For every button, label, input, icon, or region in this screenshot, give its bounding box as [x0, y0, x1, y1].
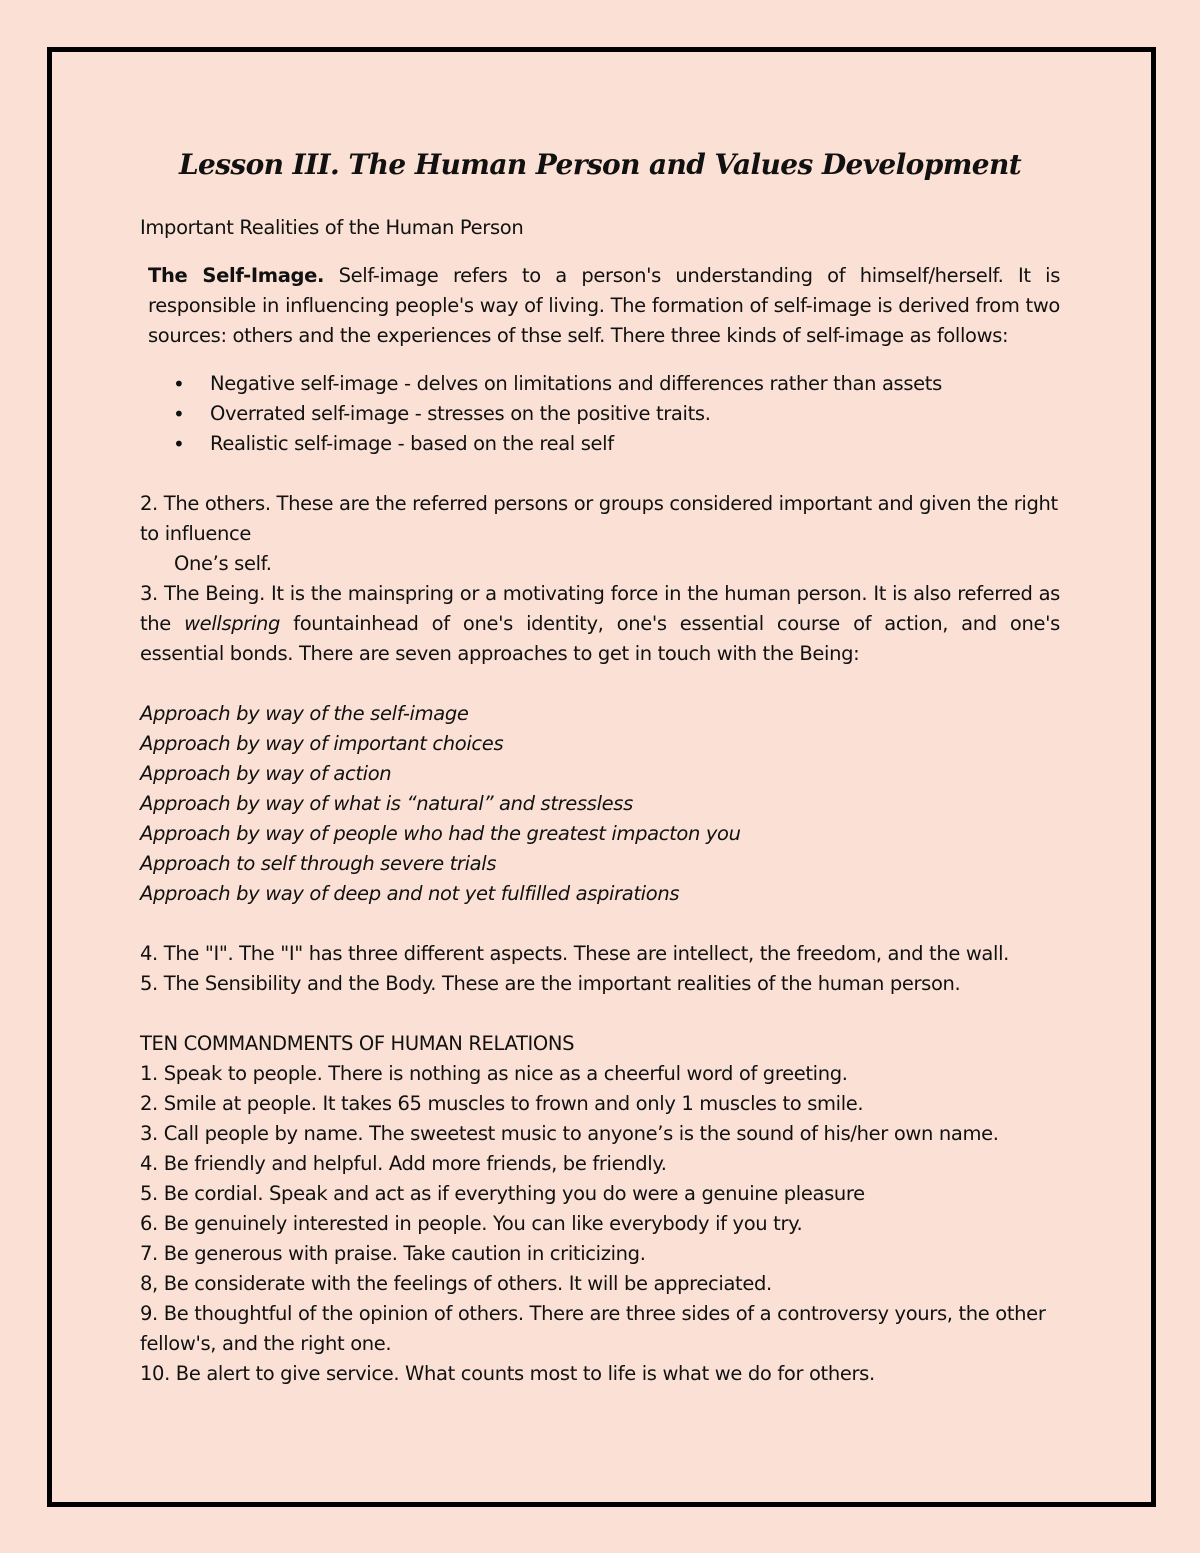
list-item: 8, Be considerate with the feelings of others. It will be appreciated.: [140, 1272, 772, 1295]
list-item: • Negative self-image - delves on limitations and differences rather than assets: [140, 369, 1060, 399]
commandments-heading: TEN COMMANDMENTS OF HUMAN RELATIONS: [140, 1032, 575, 1055]
list-item: 2. Smile at people. It takes 65 muscles to frown and only 1 muscles to smile.: [140, 1092, 864, 1115]
list-item: 3. Call people by name. The sweetest music to anyone’s is the sound of his/her own name.: [140, 1122, 999, 1145]
list-item: Approach by way of deep and not yet fulfilled aspirations: [140, 882, 680, 905]
list-item: Approach by way of the self-image: [140, 702, 469, 725]
list-item: 4. Be friendly and helpful. Add more friends, be friendly.: [140, 1152, 667, 1175]
list-item: • Overrated self-image - stresses on the positive traits.: [140, 399, 1060, 429]
list-item: Approach by way of people who had the greatest impacton you: [140, 822, 741, 845]
self-image-kinds-list: [140, 369, 1060, 459]
list-item: Approach by way of important choices: [140, 732, 504, 755]
the-i-paragraph: 4. The "I". The "I" has three different aspects. These are intellect, the freedom, and the wall.: [140, 942, 1010, 965]
sensibility-paragraph: 5. The Sensibility and the Body. These are the important realities of the human person.: [140, 972, 961, 995]
document-body: [140, 145, 1060, 1389]
list-item: Approach by way of what is “natural” and stressless: [140, 792, 633, 815]
approaches-list: [140, 699, 1060, 909]
list-item: 9. Be thoughtful of the opinion of others. There are three sides of a controversy yours, the other fellow's, and the right one.: [140, 1302, 1046, 1355]
list-item: 10. Be alert to give service. What counts most to life is what we do for others.: [140, 1362, 875, 1385]
section-heading: Important Realities of the Human Person: [140, 216, 524, 239]
commandments-list: [140, 1059, 1060, 1389]
being-text-end: fountainhead of one's identity, one's essential course of action, and one's essential bonds. There are seven approaches to get in touch with the Being:: [140, 612, 1060, 665]
list-item: 1. Speak to people. There is nothing as nice as a cheerful word of greeting.: [140, 1062, 848, 1085]
list-item: 5. Be cordial. Speak and act as if everything you do were a genuine pleasure: [140, 1182, 865, 1205]
list-item: • Realistic self-image - based on the real self: [140, 429, 1060, 459]
being-paragraph: [140, 579, 1060, 669]
list-item: 6. Be genuinely interested in people. You can like everybody if you try.: [140, 1212, 803, 1235]
list-item: Approach to self through severe trials: [140, 852, 497, 875]
others-paragraph: 2. The others. These are the referred persons or groups considered important and given the right to influence: [140, 492, 1058, 545]
list-item: Approach by way of action: [140, 762, 392, 785]
being-text-start: 3. The Being. It is the mainspring or a motivating force in the human person. It is also referred as the: [140, 582, 1060, 635]
others-continuation: One’s self.: [174, 552, 272, 575]
list-item: 7. Be generous with praise. Take caution in criticizing.: [140, 1242, 646, 1265]
self-image-text: Self-image refers to a person's understanding of himself/herself. It is responsible in influencing people's way of living. The formation of self-image is derived from two sources: others and the experiences of thse self. There three kinds of self-image as follows:: [148, 264, 1061, 347]
being-italic-word: wellspring: [184, 612, 281, 635]
self-image-paragraph: [140, 261, 1060, 351]
self-image-label: The Self-Image.: [148, 264, 325, 287]
lesson-title: Lesson III. The Human Person and Values Development: [178, 148, 1022, 181]
